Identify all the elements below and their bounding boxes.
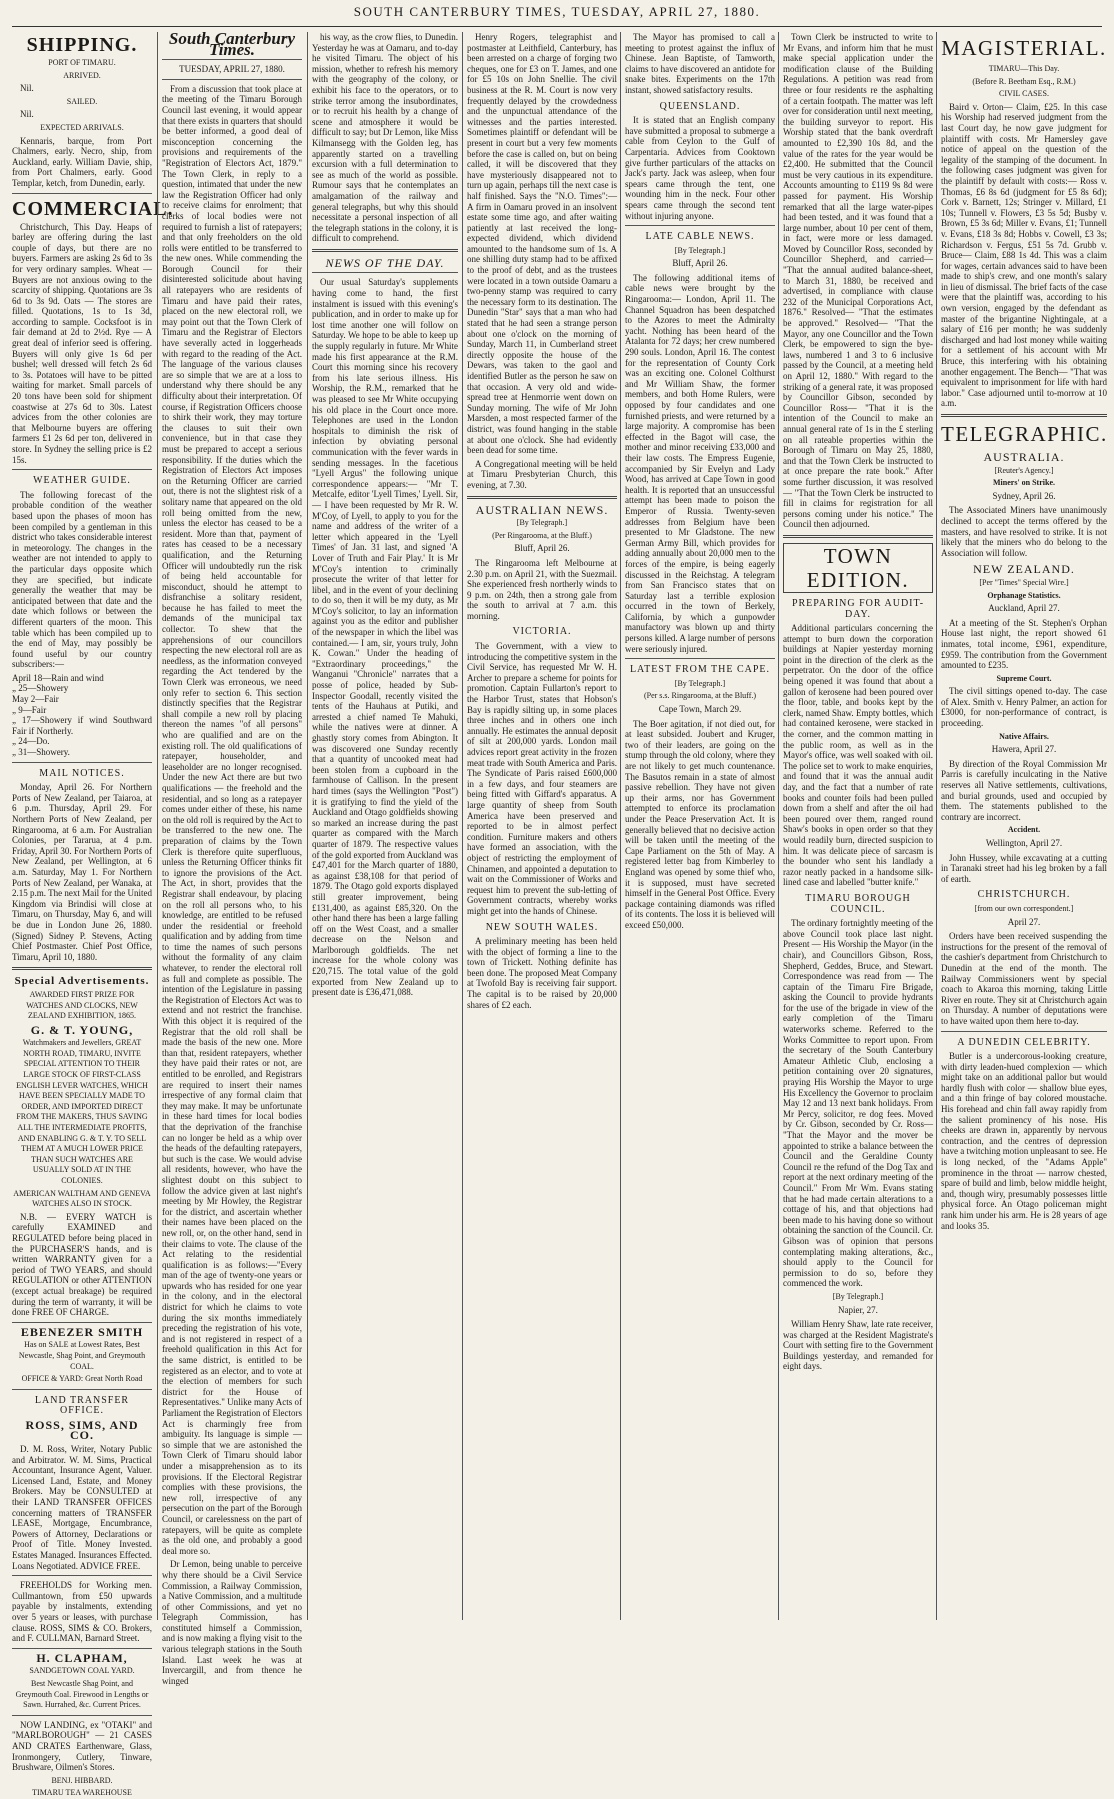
nz-wire: [Per "Times" Special Wire.] xyxy=(979,577,1069,587)
weather-row: April 18—Rain and wind xyxy=(12,672,104,683)
arrived-heading: ARRIVED. xyxy=(63,70,101,80)
magisterial-heading: MAGISTERIAL. xyxy=(941,36,1107,60)
wellington-dateline: Wellington, April 27. xyxy=(985,838,1063,848)
sydney-dateline: Sydney, April 26. xyxy=(992,490,1056,501)
freeholds-text: FREEHOLDS for Working men. Cullmantown, from £50 upwards payable by instalments, extending over 5 years or leases, with purchase clause. ROSS, SIMS & CO. Brokers, and F. CULLMAN, Barnard Street. xyxy=(12,1580,152,1644)
civil-cases-heading: CIVIL CASES. xyxy=(999,89,1049,99)
cape-by-telegraph: [By Telegraph.] xyxy=(674,678,726,688)
editorial-text: From a discussion that took place at the meeting of the Timaru Borough Council last evening, it would appear that there exists in quarters that should be better informed, a good deal of misconception concerning the provisions and requirements of the "Registration of Electors Act, 1879." The Town Clerk, in reply to a question, intimated that under the new law the Registration Officer had only to receive claims for enrolment; that clerks of local bodies were not required to furnish a list of ratepayers; and that only freeholders on the old rolls were entitled to be transferred to the new ones. While commending the Borough Council for their disinterested solicitude about having all ratepayers who are residents of Timaru and have paid their rates, placed on the new electoral roll, we may point out that the Town Clerk of Timaru and the Registrar of Electors have severally acted in loggerheads with regard to the reading of the Act. The language of the various clauses are so simple that we are at a loss to understand why there should be any difficulty about their interpretation. Of course, if Registration Officers choose to shirk their work, they may torture the clauses to suit their own convenience, but in that case they must be prepared to accept a serious responsibility. If the duties which the Registration of Electors Act imposes on the Returning Officer are carried out, there is not the slightest risk of a solitary name that appeared on the old roll being omitted from the new, unless the elector has ceased to be a resident. More than that, payment of rates has ceased to be a necessary qualification, and the Returning Officer will undoubtedly run the risk of being held accountable for misconduct, should he attempt to disfranchise a solitary resident, because he has failed to meet the demands of the municipal tax collector. To shew that the apprehensions of our councillors respecting the new electoral roll are as needless, as the information conveyed regarding the Act tendered by the Town Clerk was erroneous, we need only refer to section 6. This section distinctly specifies that the Registrar shall compile a new roll by placing thereon the names "of all persons" who are qualified and are on the existing roll. The old qualifications of ratepayer, householder, and leaseholder are no longer recognised. Under the new Act there are but two qualifications — the freehold and the residential, and so long as a ratepayer comes under either of these, his name on the old roll is required by the Act to be transferred to the new one. The preparation of claims by the Town Clerk is therefore quite superfluous, unless the Returning Officer thinks fit to ignore the provisions of the Act. The Act, in short, provides that the Registrar shall endeavour, by placing on the roll all persons who, to his knowledge, are entitled to be refused under the residential or freehold qualification and by adding from time to time the names of such persons without the formality of any claim whatever, to render the electoral roll as full and complete as possible. The intention of the Legislature in passing the Registration of Electors Act was to extend and not restrict the franchise. With this object it is required of the Registrar that the old roll shall be made the basis of the new one. More than that, resident ratepayers, whether they have paid their rates or not, are entitled to be enrolled, and Registrars are required to insert their names irrespective of any formal claim that they may make. It may be unfortunate in these hard times for local bodies that the deprivation of the franchise can no longer be held as a whip over the heads of the defaulting ratepayers, but such is the case. We would advise all residents, however, who have the slightest doubt on this subject to follow the advice given at last night's meeting by Mr Howley, the Registrar for the district, and ascertain whether their names have been placed on the new roll, or, on the other hand, send in their claims to vote. The clause of the Act relating to the residential qualification is as follows:—"Every man of the age of twenty-one years or upwards who has resided for one year in the colony, and in the electoral district for which he claims to vote during the six months immediately preceding the registration of his vote, and is not registered in respect of a freehold qualification in this Act for the same district, is entitled to be registered as an elector, and to vote at the election of members for such district for the House of Representatives." Unlike many Acts of Parliament the Registration of Electors Act is charmingly free from ambiguity. Its language is simple — so simple that we are astonished the Town Clerk of Timaru should labor under a misapprehension as to its provisions. If the Electoral Registrar complies with these provisions, the new roll, irrespective of any persecution on the part of the Borough Council, or carelessness on the part of ratepayers, will be quite as complete as the old one, and probably a good deal more so. xyxy=(162,83,302,1556)
ebenezer-heading: EBENEZER SMITH xyxy=(20,1324,144,1339)
commercial-text: Christchurch, This Day. Heaps of barley are offering during the last couple of days, but there are no buyers. Farmers are asking 2s 6d to 3s for very ordinary samples. Wheat — Buyers are not anxious owing to the scarcity of shipping. Quotations are 3s 6d to 3s 9d. Oats — The stores are filled. Quotations, 1s to 1s 3d, according to sample. Cocksfoot is in fair demand at 2d to 2½d. Rye — A great deal of inferior seed is offering. Buyers will only give 1s 6d per bushel; well dressed will fetch 2s 6d to 3s. Potatoes will have to be pitted waiting for market. Small parcels of 20 tons have been sold for shipment coastwise at 27s 6d to 30s. Latest advices from the other colonies are that Melbourne buyers are offering farmers £1 2s 6d per ton, delivered in store. In Sydney the selling price is £2 15s. xyxy=(12,221,152,465)
native-heading: Native Affairs. xyxy=(999,731,1049,741)
cape-dateline: Cape Town, March 29. xyxy=(658,704,742,715)
nb-text: N.B. — EVERY WATCH is carefully EXAMINED and REGULATED before being placed in the PURCHASER'S hands, and is written WARRANTY given for a period of TWO YEARS, and should REGULATION or other ATTENTION (except actual breakage) be required during the term of warranty, it will be done FREE OF CHARGE. xyxy=(12,1211,152,1318)
nsw-heading: NEW SOUTH WALES. xyxy=(485,921,599,933)
special-ads-heading: Special Advertisements. xyxy=(14,975,150,988)
reuters-tag: [Reuter's Agency.] xyxy=(994,465,1054,475)
victoria-heading: VICTORIA. xyxy=(512,626,572,638)
celebrity-heading: A DUNEDIN CELEBRITY. xyxy=(957,1036,1091,1048)
bluff-dateline: Bluff, April 26. xyxy=(514,543,570,554)
news-heading: NEWS OF THE DAY. xyxy=(325,255,445,270)
column-2 xyxy=(157,29,302,1686)
nsw-text: A preliminary meeting has been held with the object of forming a line to the town of Trickett. Nothing definite has been done. The proposed Meat Company at Twofold Bay is receiving fair support. The capital is to be raised by 20,000 shares of £2 each. xyxy=(467,936,617,1010)
weather-row: „ 31—Showery. xyxy=(12,747,70,758)
gt-young-heading: G. & T. YOUNG, xyxy=(30,1022,134,1037)
shipping-heading: SHIPPING. xyxy=(26,34,138,56)
mail-text: Monday, April 26. For Northern Ports of New Zealand, per Taiaroa, at 6 p.m. Thursday, April 29. For Northern Ports of New Zealand, per Ringarooma, at 6 a.m. For Australian Colonies, per Tararua, at 4 p.m. Friday, April 30. For Northern Ports of New Zealand, per Wellington, at 6 a.m. Saturday, May 1. For Northern Ports of New Zealand, per Wanaka, at 2.15 p.m. The next Mail for the United Kingdom via Brindisi will close at Timaru, on Thursday, May 6, and will be due in London June 26, 1880. (Signed) Sidney P. Stevens, Acting Chief Postmaster. Chief Post Office, Timaru, April 10, 1880. xyxy=(12,782,152,962)
column-6 xyxy=(778,32,933,1620)
sandgetown-heading: SANDGETOWN COAL YARD. xyxy=(29,1666,135,1676)
commercial-heading: COMMERCIAL. xyxy=(12,197,174,220)
news-text: Our usual Saturday's supplements having come to hand, the first instalment is issued with this evening's publication, and in order to make up for lost time another one will follow on Saturday. We hope to be able to keep up the supply regularly in future. Mr White made his first appearance at the R.M. Court this morning since his recovery from his late serious illness. His Worship, the R.M., remarked that he was pleased to see Mr White occupying his old place in the Court once more. Telephones are used in the London hospitals to diminish the risk of infection by obviating personal communication with the fever wards in sending messages. In the facetious "Lyell Argus" the following unique correspondence appears:— "Mr T. Metcalfe, editor 'Lyell Times,' Lyell. Sir,— I have been requested by Mr R. W. M'Coy, of Lyell, to apply to you for the name and address of the writer of a letter which appeared in the 'Lyell Times' of Jan. 31 last, and signed 'A Lover of Truth and Fair Play.' It is Mr M'Coy's intention to criminally prosecute the writer of that letter for libel, and in the event of your declining to do so, then it will be my duty, as Mr M'Coy's solicitor, to lay an information against you as the editor and publisher of the newspaper in which the libel was contained.— I am, sir, yours truly, John K. Cowan." Under the heading of "Extraordinary proceedings," the Wanganui "Chronicle" narrates that a posse of police, headed by Sub-Inspector Goodall, recently visited the tents of the Hauhaus at Putiki, and arrested a chief named Te Mahuki, while the natives were at dinner. A ghastly story comes from Abington. It was discovered one Sunday recently that a quantity of uncooked meat had been stolen from a cupboard in the farmhouse of Callison. In the present hard times (says the Wellington "Post") it is gratifying to find the yield of the Auckland and Otago goldfields showing so marked an increase during the past quarter as compared with the March quarter of 1879. The respective values of the gold exported from Auckland was £47,401 for the March quarter of 1880, as against £38,108 for that period of 1879. The Otago gold exports displayed still greater improvement, being £131,400, as against £85,320. On the other hand there has been a large falling off on the West Coast, and a smaller decrease on the Nelson and Marlborough goldfields. The net increase for the whole colony was £20,715. The total value of the gold exported from New Zealand up to present date is £36,471,088. xyxy=(312,277,458,998)
nz-heading: NEW ZEALAND. xyxy=(973,562,1075,577)
celebrity-text: Butler is a undercorous-looking creature, with dirty leaden-hued complexion — which might take on an additional pallor but would hardly flush with color — shallow blue eyes, and a thin fringe of bay colored moustache. His forehead and chin fall away rapidly from the salient prominency of his nose. His cheeks are drawn in, apparently by nervous contraction, and the centres of depression have a twitching motion unpleasant to see. He is long necked, of the "Adams Apple" prominence in the throat — narrow chested, spare of build and limb, below middle height, and, though wiry, presumably possesses little physical force. An Otago policeman might rank him under his arm. He is 28 years of age and looks 35. xyxy=(941,1051,1107,1231)
borough-heading: TIMARU BOROUGH COUNCIL. xyxy=(805,892,911,915)
weather-heading: WEATHER GUIDE. xyxy=(33,475,131,487)
correspondent-tag: [from our own correspondent.] xyxy=(974,903,1074,913)
per-ringarooma: (Per Ringarooma, at the Bluff.) xyxy=(492,530,592,540)
column-5 xyxy=(620,32,775,1620)
now-landing-text: NOW LANDING, ex "OTAKI" and "MARLBOROUGH" — 21 CASES AND CRATES Earthenware, Glass, Ironmongery, Cutlery, Tinware, Brushware, Oilmen's Stores. xyxy=(12,1719,152,1773)
weather-row: „ 17—Showery if wind Southward Fair if Northerly. xyxy=(12,715,152,736)
expected-heading: EXPECTED ARRIVALS. xyxy=(40,122,124,132)
cape-text: The Boer agitation, if not died out, for at least subsided. Joubert and Kruger, two of their leaders, are going on the stump through the old colony, where they are not likely to get much countenance. The Basutos remain in a state of almost passive rebellion. They have not given up their arms, nor has Government attempted to enforce its proclamation under the Peace Preservation Act. It is generally believed that no decisive action will be taken until the meeting of the Cape Parliament on the 5th of May. A registered letter bag from Kimberley to England was opened by some thief who, it is supposed, must have secreted himself in the General Post Office. Every package containing diamonds was rifled of its contents. The loss it is believed will exceed £50,000. xyxy=(625,718,775,930)
borough-text: The ordinary fortnightly meeting of the above Council took place last night. Present — His Worship the Mayor (in the chair), and Councillors Gibson, Ross, Shepherd, Geddes, Bruce, and Stewart. Correspondence was read from — The captain of the Timaru Fire Brigade, asking the Council to provide hydrants for the use of the brigade in view of the early completion of the Timaru waterworks scheme. Referred to the Works Committee to report upon. From the secretary of the South Canterbury Amateur Athletic Club, enclosing a petition containing over 20 signatures, praying His Worship the Mayor to urge His Excellency the Governor to proclaim May 12 and 13 next bank holidays. From Mr Percy, solicitor, re dog fees. Moved by Cr. Gibson, seconded by Cr. Ross— "That the Mayor and the mover be appointed to strike a balance between the Council and the Geraldine County Council re the refund of the Dog Tax and report at the next ordinary meeting of the Council." From Mr Wm. Evans stating that he had made certain alterations to a cottage of his, and that objections had been made to his having done so without obtaining the sanction of the Council. Cr. Gibson was of opinion that persons contemplating making alterations, &c., should apply to the Council for permission to do so, before they commenced the work. xyxy=(783,918,933,1289)
congregational-text: A Congregational meeting will be held at Timaru Presbyterian Church, this evening, at 7.30. xyxy=(467,458,617,490)
column-3 xyxy=(307,32,458,1620)
weather-text: The following forecast of the probable condition of the weather based upon the phases of moon has been compiled by a gentleman in this district who takes considerable interest in meteorology. The changes in the weather are not intended to apply to the particular days opposite which they are specified, but indicate generally the weather that may be anticipated between that date and the date which follows or between the different quarters of the moon. This table which has been compiled up to the end of May, may possibly be found useful by our country subscribers:— xyxy=(12,489,152,670)
hawera-dateline: Hawera, April 27. xyxy=(991,744,1057,755)
audit-heading: PREPARING FOR AUDIT-DAY. xyxy=(791,597,925,620)
office-text: OFFICE & YARD: Great North Road xyxy=(21,1374,143,1384)
editorial-text-2: Dr Lemon, being unable to perceive why there should be a Civil Service Commission, a Railway Commission, a Native Commission, and a multitude of other Commissions, and yet no Telegraph Commission, has constituted himself a Commission, and is now making a flying visit to the various telegraph stations in the South Island. Last week he was at Invercargill, and from thence he winged xyxy=(162,1559,302,1686)
hibbard-text: BENJ. HIBBARD. xyxy=(51,1775,113,1785)
christchurch-dateline: April 27. xyxy=(1007,916,1041,927)
orphanage-heading: Orphanage Statistics. xyxy=(987,590,1061,600)
queensland-heading: QUEENSLAND. xyxy=(659,100,741,112)
clapham-heading: H. CLAPHAM, xyxy=(36,1650,128,1665)
weather-row: „ 24—Do. xyxy=(12,736,50,747)
weather-row: „ 25—Showery xyxy=(12,683,69,694)
cape-per: (Per s.s. Ringarooma, at the Bluff.) xyxy=(643,691,757,701)
weather-row: May 2—Fair xyxy=(12,694,59,705)
column-5-lead: The Mayor has promised to call a meeting to protest against the influx of Chinese. Jean Baptiste, of Tamworth, claims to have discovered an antidote for snake bites. Experiments on the 17th instant, showed satisfactory results. xyxy=(625,32,775,95)
editorial-date: TUESDAY, APRIL 27, 1880. xyxy=(179,64,285,75)
page-masthead: SOUTH CANTERBURY TIMES, TUESDAY, APRIL 27, 1880. xyxy=(353,4,761,19)
sailed-text: Nil. xyxy=(20,109,34,120)
telegraphic-heading: TELEGRAPHIC. xyxy=(941,422,1108,446)
ross-text: D. M. Ross, Writer, Notary Public and Arbitrator. W. M. Sims, Practical Accountant, Insurance Agent, Valuer. Licensed Land, Estate, and Money Brokers. May be CONSULTED at their LAND TRANSFER OFFICES concerning matters of TRANSFER LEASE, Mortgage, Encumbrance, Powers of Attorney, Declarations or Proof of Title. Money Invested. Estates Managed. Insurances Effected. Loans Negotiated. ADVICE FREE. xyxy=(12,1444,152,1571)
magisterial-before: (Before R. Beetham Esq., R.M.) xyxy=(972,76,1076,86)
awarded-text: AWARDED FIRST PRIZE FOR WATCHES AND CLOCKS, NEW ZEALAND EXHIBITION, 1865. xyxy=(26,989,138,1021)
magisterial-sub: TIMARU—This Day. xyxy=(988,64,1060,73)
miners-heading: Miners' on Strike. xyxy=(993,478,1055,488)
clapham-text: Best Newcastle Shag Point, and Greymouth Coal. Firewood in Lengths or Sawn. Hurrahed, &c. Current Prices. xyxy=(15,1678,149,1710)
auckland-dateline: Auckland, April 27. xyxy=(988,603,1060,614)
queensland-text: It is stated that an English company have submitted a proposal to submerge a cable from Ceylon to the Gulf of Carpentaria. Advices from Cooktown give further particulars of the attacks on Jack's party. Jack was asleep, when four spears came through the tent, one wounding him in the neck. Four other spears came through the second tent without injuring anyone. xyxy=(625,115,775,221)
sailed-heading: SAILED. xyxy=(66,96,98,106)
native-text: By direction of the Royal Commission Mr Parris is carefully inculcating in the Native reserves all Native settlements, cultivations, and burial grounds, used and occupied by them. The statements published to the contrary are incorrect. xyxy=(941,758,1107,822)
gt-young-text: Watchmakers and Jewellers, GREAT NORTH ROAD, TIMARU, INVITE SPECIAL ATTENTION TO THEIR LARGE STOCK OF FIRST-CLASS ENGLISH LEVER WATCHES, WHICH HAVE BEEN SPECIALLY MADE TO ORDER, AND IMPORTED DIRECT FROM THE MAKERS, THUS SAVING ALL THE INTERMEDIATE PROFITS, AND ENABLING G. & T. Y. TO SELL THEM AT A MUCH LOWER PRICE THAN SUCH WATCHES ARE USUALLY SOLD AT IN THE COLONIES. xyxy=(16,1038,148,1185)
australia-heading: AUSTRALIA. xyxy=(983,450,1065,464)
supreme-text: The civil sittings opened to-day. The case of Alex. Smith v. Henry Palmer, an action for £3000, for non-performance of contract, is proceeding. xyxy=(941,686,1107,729)
cable-text: The following additional items of cable news were brought by the Ringarooma:— London, April 11. The Channel Squadron has been despatched to the Azores to meet the Admiralty yacht. Nothing has been heard of the Atalanta for 72 days; her crew numbered 290 souls. London, April 16. The contest for the representation of County Cork was an exciting one. Colonel Colthurst and Mr William Shaw, the former members, and both Home Rulers, were opposed by four candidates and one furnished priests, and were returned by a large majority. A compromise has been effected in the Bagot will case, the mother and minor receiving £33,000 and their law costs. The Empress Eugenie, accompanied by Sir Evelyn and Lady Wood, has arrived at Cape Town in good health. It is reported that an unsuccessful attempt has been made to poison the Emperor of Russia. Twenty-seven addresses from Belgium have been presented to Mr Gladstone. The new German Army Bill, which provides for adding annually about 20,000 men to the forces of the empire, is being eagerly discussed in the Reichstag. A telegram from San Francisco states that on Saturday last a terrible explosion occurred in the town of Berkely, California, by which a gunpowder manufactory was blown up and thirty persons killed. A large number of persons were seriously injured. xyxy=(625,272,775,654)
masthead-rule xyxy=(12,26,1102,27)
supreme-heading: Supreme Court. xyxy=(996,673,1052,683)
column-1 xyxy=(12,32,174,1798)
weather-row: „ 9—Fair xyxy=(12,704,47,715)
warehouse-text: TIMARU TEA WAREHOUSE xyxy=(32,1788,132,1798)
column-4 xyxy=(462,32,617,1620)
accident-text: John Hussey, while excavating at a cutting in Taranaki street had his leg broken by a fall of earth. xyxy=(941,852,1107,884)
town-edition-heading: TOWN EDITION. xyxy=(783,543,933,593)
victoria-text: The Government, with a view to introducing the competitive system in the Civil Service, has requested Mr W. H. Archer to prepare a scheme for points for promotion. Captain Fullarton's report to the Harbor Trust, states that Hobson's Bay is rapidly silting up, in some places three inches and in others one inch annually. He estimates the annual deposit of silt at 200,000 yards. London mail advices report great activity in the frozen meat trade with South America and Paris. The Syndicate of Paris raised £600,000 in a few days, and four steamers are being fitted with Giffard's apparatus. A large quantity of sheep from South America have been preserved and reported to be in almost perfect condition. Furniture makers and others have formed an association, with the object of restricting the employment of Chinamen, and appointed a deputation to wait on the Commissioner of Works and request him to prevent the sub-letting of Government contracts, whereby works might get into the hands of Chinese. xyxy=(467,641,617,916)
australian-news-heading: AUSTRALIAN NEWS. xyxy=(475,502,609,517)
accident-heading: Accident. xyxy=(1007,825,1041,835)
audit-text: Additional particulars concerning the attempt to burn down the corporation buildings at Napier yesterday morning point in the direction of the clerk as the perpetrator. On the door of the office being opened it was found that about a gallon of kerosene had been poured over the floor, table, and books kept by the clerk, named Shaw. Empty bottles, which had contained kerosene, were stacked in the corner, and the common matting in the public room, as well as in the Mayor's office, was well soaked with oil. The police set to work to make enquiries, and found that it was the annual audit day, and the fact that a number of rate books and counter foils had been pulled down from a shelf and after the oil had been poured over them, ranged round Shaw's books in open order so that they would readily burn, directed suspicion to him. It was delicate piece of sarcasm is the bounder who sent his landlady a razor neatly packed in a handsome silk-lined case and labelled "butter knife." xyxy=(783,623,933,888)
nameplate: South Canterbury Times. xyxy=(168,29,296,59)
bluff-text: The Ringarooma left Melbourne at 2.30 p.m. on April 21, with the Suezmail. She experienced fresh northerly winds to 9 p.m. on 24th, then a strong gale from the south to arrival at 7 a.m. this morning. xyxy=(467,557,617,621)
magisterial-text: Baird v. Orton— Claim, £25. In this case his Worship had reserved judgment from the last Court day, he now gave judgment for plaintiff with costs. Mr Hamersley gave notice of appeal on the question of the legality of the stamping of the document. In the following cases judgment was given for the plaintiff by default with costs:— Ross v. Thomas, £6 8s 6d (judgment for £5 8s 6d); Cork v. Barnett, 12s; Stringer v. Millard, £1 10s; Tunnell v. Flowers, £3 5s 5d; Busby v. Brown, £5 3s 6d; Miller v. Evans, £1; Tunnell v. Evans, £18 3s 8d; Hobbs v. Cowell, £3 3s; Richardson v. Fergus, £51 5s 7d. Grubb v. Bruce— Claim, £88 1s 4d. This was a claim for wages, certain advances said to have been made to ship's crew, and one month's salary in lieu of dismissal. The brief facts of the case were that the plaintiff was, according to his own version, engaged by the defendant as master of the brigantine Nightingale, at a salary of £16 per month; he was suddenly discharged and had lost money while waiting for a settlement of his account with Mr Bruce, this interfering with his obtaining another engagement. The Bench— "That was equivalent to imprisonment for life with hard labor." Case adjourned until to-morrow at 10 a.m. xyxy=(941,101,1107,409)
port-heading: PORT OF TIMARU. xyxy=(48,58,116,67)
cape-heading: LATEST FROM THE CAPE. xyxy=(629,664,771,676)
orphanage-text: At a meeting of the St. Stephen's Orphan House last night, the report showed 61 inmates, total income, £961, expenditure, £959. The contribution from the Government amounted to £235. xyxy=(941,617,1107,671)
napier-by-telegraph: [By Telegraph.] xyxy=(832,1291,884,1301)
by-telegraph: [By Telegraph.] xyxy=(516,518,568,528)
christchurch-text: Orders have been received suspending the instructions for the present of the removal of the cashier's department from Christchurch to Dunedin at the end of the month. The Railway Commissioners went by special coach to Akaroa this morning, taking Little River en route. They sit at Christchurch again on Thursday. A number of deputations were to have waited upon them here to-day. xyxy=(941,931,1107,1026)
american-text: AMERICAN WALTHAM AND GENEVA WATCHES ALSO IN STOCK. xyxy=(13,1188,151,1209)
ross-heading: ROSS, SIMS, AND CO. xyxy=(25,1417,139,1443)
cable-dateline: Bluff, April 26. xyxy=(672,258,728,269)
weather-list xyxy=(12,673,152,758)
napier-dateline: Napier, 27. xyxy=(838,1304,878,1315)
christchurch-heading: CHRISTCHURCH. xyxy=(977,889,1071,901)
column-3-lead: his way, as the crow flies, to Dunedin. Yesterday he was at Oamaru, and to-day he visited Timaru. The object of his mission, whether to refresh his memory with the geography of the colony, or exhibit his face to the operators, or to strike terror among the insubordinates, or to recruit his health by a change of scene and atmosphere it would be difficult to say; but Dr Lemon, like Miss Kilmansegg with the Golden leg, has apparently started on a travelling excursion with a full determination to see as much of the world as possible. Rumour says that he contemplates an amalgamation of the railway and general telegraphs, but why this should necessitate a personal inspection of all the telegraph stations in the colony, it is difficult to comprehend. xyxy=(312,32,458,244)
cable-news-heading: LATE CABLE NEWS. xyxy=(645,231,755,243)
miners-text: The Associated Miners have unanimously declined to accept the terms offered by the masters, and have resolved to strike. It is not likely that the miners who do belong to the Association will follow. xyxy=(941,505,1107,558)
column-6-lead: Town Clerk be instructed to write to Mr Evans, and inform him that he must make special application under the modification clause of the Building Regulations. A petition was read from three or four residents re the asphalting of a certain footpath. The matter was left over for consideration until next meeting, the building surveyor to report. His Worship stated that the bank overdraft amounted to £2,390 10s 8d, and the value of the rates for the year would be £2,400. He submitted that the Council must be very cautious in its expenditure. Accounts amounting to £119 9s 8d were passed for payment. His Worship remarked that all the large water-pipes had been tested, and it was found that a large number, about 10 per cent of them, in fact, were more or less damaged. Moved by Councillor Ross, seconded by Councillor Shepherd, and carried— "That the annual audited balance-sheet, to March 31, 1880, be received and advertised, in compliance with clause 232 of the Municipal Corporations Act, 1876." Resolved— "That the estimates be approved." Resolved— "That the Mayor, any one Councillor and the Town Clerk, be empowered to sign the bye-laws, numbered 1 and 3 to 6 inclusive passed by the Council, at a meeting held on April 12, 1880." With regard to the striking of a general rate, it was proposed by Councillor Gibson, seconded by Councillor Ross— "That it is the intention of the Council to make an annual general rate of 1s in the £ sterling on all rateable properties within the Borough of Timaru on May 25, 1880, and that the Town Clerk be instructed to at once prepare the rate book." After some further discussion, it was resolved— "That the Town Clerk be instructed to fill in claims for registration for all persons coming under his notice." The Council then adjourned. xyxy=(783,32,933,530)
column-7 xyxy=(936,32,1107,1620)
land-heading: LAND TRANSFER OFFICE. xyxy=(34,1394,130,1417)
column-4-lead: Henry Rogers, telegraphist and postmaster at Leithfield, Canterbury, has been arrested on a charge of forging two cheques, one for £3 on T. James, and one for £5 10s on John Snellie. The civil business at the R. M. Court is now very frequently delayed by the crowdedness and the unpunctual attendance of the witnesses and the parties interested. Sometimes plaintiff or defendant will be present in court but a very few moments before the case is called on, but on being called, it will be discovered that they have mysteriously disappeared not to turn up again, perhaps till the next case is half finished. Says the "N.O. Times":— A firm in Oamaru proved in an insolvent estate some time ago, and after waiting patiently at last received the long-expected dividend, which dividend amounted to the handsome sum of 1s. A one shilling duty stamp had to be affixed to the proof of debt, and as the trustees were located in a town outside Oamaru a two-penny stamp was required to carry the necessary form to its destination. The Dunedin "Star" says that a man who had stated that he had seen a strange person about one o'clock on the morning of Sunday, March 11, in Cumberland street directly opposite the house of the Dewars, was taken to the gaol and identified Butler as the person he saw on that occasion. A very old and wide-spread tree at Henmorrie went down on Sunday morning. The wife of Mr John Marsden, a most respected farmer of the district, was found hanging in the stable at about one o'clock. She had evidently been dead for some time. xyxy=(467,32,617,456)
mail-heading: MAIL NOTICES. xyxy=(39,767,125,779)
arrived-text: Nil. xyxy=(20,83,34,94)
ebenezer-text: Has on SALE at Lowest Rates, Best Newcastle, Shag Point, and Greymouth COAL. xyxy=(18,1340,146,1371)
cable-by-telegraph: [By Telegraph.] xyxy=(674,245,726,255)
napier-text: William Henry Shaw, late rate receiver, was charged at the Resident Magistrate's Court with setting fire to the Government Buildings yesterday, and remanded for eight days. xyxy=(783,1319,933,1372)
expected-text: Kennaris, barque, from Port Chalmers, early. Necro, ship, from Auckland, early. William Davie, ship, from Port Chalmers, early. Good Templar, ketch, from Dunedin, early. xyxy=(12,135,152,188)
